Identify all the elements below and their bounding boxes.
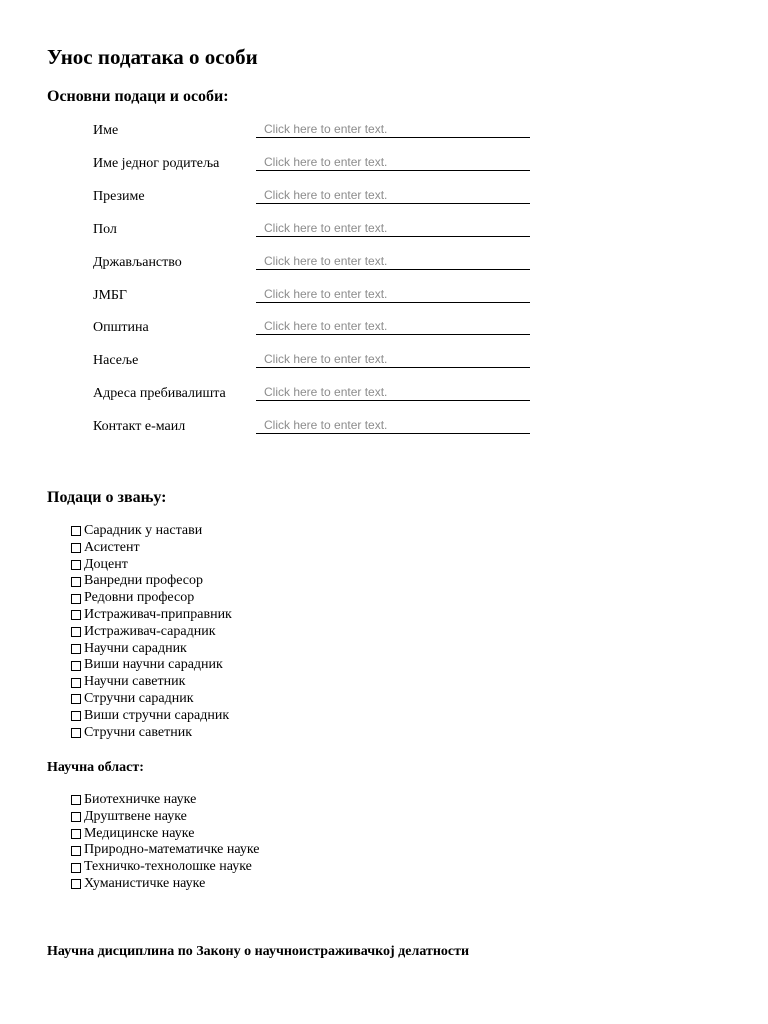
list-item xyxy=(71,842,260,859)
list-item xyxy=(71,624,232,641)
checkbox[interactable] xyxy=(71,560,81,570)
checkbox-label: Ванредни професор xyxy=(84,573,204,589)
checkbox-label: Виши научни сарадник xyxy=(84,657,223,673)
list-item xyxy=(71,523,232,540)
field-label: Пол xyxy=(93,222,117,237)
list-item xyxy=(71,876,260,893)
list-item xyxy=(71,809,260,826)
checkbox[interactable] xyxy=(71,829,81,839)
checkbox-label: Хуманистичке науке xyxy=(84,875,206,891)
list-item xyxy=(71,691,232,708)
checkbox-label: Научни саветник xyxy=(84,674,186,690)
discipline-heading: Научна дисциплина по Закону о научноистраживачкој делатности xyxy=(47,944,470,959)
municipality-field[interactable] xyxy=(256,318,530,335)
parent-name-field[interactable] xyxy=(256,154,530,171)
list-item xyxy=(71,826,260,843)
checkbox[interactable] xyxy=(71,627,81,637)
last-name-field[interactable] xyxy=(256,187,530,204)
checkbox-label: Научни сарадник xyxy=(84,640,187,656)
checkbox[interactable] xyxy=(71,711,81,721)
field-label: Држављанство xyxy=(93,255,182,270)
form-row-gender xyxy=(93,220,533,240)
settlement-field[interactable] xyxy=(256,351,530,368)
form-row-email xyxy=(93,417,533,437)
email-field[interactable] xyxy=(256,417,530,434)
checkbox-label: Техничко-технолошке науке xyxy=(84,859,252,875)
checkbox-label: Биотехничке науке xyxy=(84,792,197,807)
field-label: Општина xyxy=(93,320,149,335)
list-item xyxy=(71,607,232,624)
first-name-field[interactable] xyxy=(256,121,530,138)
checkbox[interactable] xyxy=(71,594,81,604)
checkbox[interactable] xyxy=(71,577,81,587)
checkbox-label: Редовни професор xyxy=(84,590,195,606)
checkbox[interactable] xyxy=(71,644,81,654)
field-label: Презиме xyxy=(93,189,145,204)
checkbox[interactable] xyxy=(71,678,81,688)
checkbox[interactable] xyxy=(71,879,81,889)
form-row-citizenship xyxy=(93,253,533,273)
checkbox-label: Стручни сарадник xyxy=(84,690,194,706)
checkbox[interactable] xyxy=(71,728,81,738)
field-label: Име xyxy=(93,123,119,138)
form-row-first-name xyxy=(93,121,533,141)
list-item xyxy=(71,725,232,742)
checkbox[interactable] xyxy=(71,863,81,873)
field-label: ЈМБГ xyxy=(93,288,128,303)
list-item xyxy=(71,859,260,876)
form-row-last-name xyxy=(93,187,533,207)
list-item xyxy=(71,590,232,607)
field-label: Име једног родитеља xyxy=(93,156,220,171)
checkbox[interactable] xyxy=(71,846,81,856)
field-label: Контакт е-маил xyxy=(93,419,186,434)
checkbox-label: Стручни саветник xyxy=(84,724,193,740)
list-item xyxy=(71,657,232,674)
checkbox-label: Друштвене науке xyxy=(84,808,187,824)
form-row-municipality xyxy=(93,318,533,338)
checkbox-label: Природно-математичке науке xyxy=(84,842,260,858)
list-item xyxy=(71,674,232,691)
list-item xyxy=(71,540,232,557)
checkbox-label: Асистент xyxy=(84,539,140,555)
checkbox-label: Истраживач-приправник xyxy=(84,606,232,622)
gender-field[interactable] xyxy=(256,220,530,237)
field-checkbox-list xyxy=(71,792,260,893)
form-row-settlement xyxy=(93,351,533,371)
form-row-address xyxy=(93,384,533,404)
title-checkbox-list xyxy=(71,523,232,741)
list-item xyxy=(71,792,260,809)
title-info-heading: Подаци о звању: xyxy=(47,489,167,506)
checkbox[interactable] xyxy=(71,526,81,536)
checkbox[interactable] xyxy=(71,543,81,553)
checkbox-label: Виши стручни сарадник xyxy=(84,707,230,723)
checkbox[interactable] xyxy=(71,661,81,671)
checkbox[interactable] xyxy=(71,812,81,822)
checkbox-label: Истраживач-сарадник xyxy=(84,623,216,639)
form-row-parent-name xyxy=(93,154,533,174)
jmbg-field[interactable] xyxy=(256,286,530,303)
checkbox-label: Медицинске науке xyxy=(84,825,195,841)
list-item xyxy=(71,573,232,590)
checkbox-label: Сарадник у настави xyxy=(84,523,203,538)
address-field[interactable] xyxy=(256,384,530,401)
list-item xyxy=(71,641,232,658)
list-item xyxy=(71,557,232,574)
checkbox-label: Доцент xyxy=(84,556,128,572)
checkbox[interactable] xyxy=(71,694,81,704)
scientific-field-heading: Научна област: xyxy=(47,760,144,775)
list-item xyxy=(71,708,232,725)
citizenship-field[interactable] xyxy=(256,253,530,270)
checkbox[interactable] xyxy=(71,610,81,620)
field-label: Насеље xyxy=(93,353,139,368)
form-row-jmbg xyxy=(93,286,533,306)
field-label: Адреса пребивалишта xyxy=(93,386,226,401)
document-title: Унос података о особи xyxy=(47,45,258,69)
basic-info-heading: Основни подаци и особи: xyxy=(47,88,229,105)
checkbox[interactable] xyxy=(71,795,81,805)
